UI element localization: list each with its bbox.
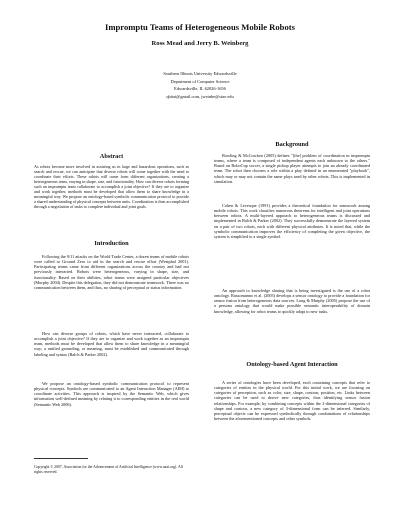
introduction-heading: Introduction — [94, 240, 129, 247]
background-paragraph: Cohen & Levesque (1991) provides a theoretical foundation for teamwork among mobile robots. This work classifies numerous theorems for intelligent and joint operations between robots. A multi-layered approach to heterogeneous teams is discussed and implemented in Balch & Parker (2002). They successfully demonstrate the layered system on a pair of two robots, each with different physical attributes. It is noted that, while the symbolic communication improves the efficiency of completing the given objective, the system is simplified to a single symbol. — [214, 203, 370, 239]
background-paragraph: An approach to knowledge sharing that is being investigated is the use of a robot ontology. Russomanno et al. (2005) develops a sensor ontology to provide a foundation for sensor fusion from heterogeneous data sources. Long & Murphy (2005) propose the use of a persona ontology that would make possible semantic interoperability of domain knowledge, allowing for robot teams to quickly adapt to new tasks. — [214, 288, 370, 314]
introduction-paragraph: How can diverse groups of robots, which have never interacted, collaborate to accomplish a joint objective? If they are to organize and work together as an impromptu team, methods must be developed that allow them to share knowledge in a meaningful way; a unified grounding, or meaning, must be established and communicated through labeling and syntax (Balch & Parker 2002). — [34, 331, 189, 357]
paper-title: Impromptu Teams of Heterogeneous Mobile Robots — [105, 22, 295, 32]
ontology-heading: Ontology-based Agent Interaction — [246, 361, 338, 368]
ontology-paragraph: A series of ontologies have been developed, each containing concepts that refer to categories of entities in the physical world. For this initial work, we are focusing on categories of perception, such as color, size, shape, contour, position, etc. Links between categories can be used to derive new categories, thus identifying sensor fusion relationships. For example, by combining concepts within the 2-dimensional categories of shape and contour, a new category of 3-dimensional form can be inferred. Similarly, perceptual objects can be expressed symbolically through combinations of relationships between the aforementioned concepts and other symbols. — [214, 380, 370, 422]
affiliation-department: Department of Computer Science — [170, 78, 230, 84]
footnote-rule — [34, 458, 88, 459]
abstract-text: As robots become more involved in assisting us in large and hazardous operations, such as search and rescue, we can anticipate that diverse robots will come together with the need to coordinate their efforts. These robots will come from different organizations, creating a heterogeneous team, varying in shape, size, and functionality. How can diverse robots forming such an impromptu team collaborate to accomplish a joint objective? If they are to organize and work together, methods must be developed that allow them to share knowledge in a meaningful way. We propose an ontology-based symbolic communication protocol to provide a shared understanding of physical concepts between units. Coordination is then accomplished through a negotiation of tasks to complete individual and joint goals. — [34, 164, 189, 209]
affiliation-location: Edwardsville, IL 62026-1656 — [174, 86, 226, 92]
affiliation-block — [0, 70, 400, 100]
paper-authors: Ross Mead and Jerry B. Weinberg — [151, 40, 249, 47]
introduction-paragraph: We propose an ontology-based symbolic communication protocol to represent physical concepts. Symbols are communicated to an Agent Interaction Manager (AIM) to coordinate activities. This approach is inspired by the Semantic Web, which gives information well-defined meaning by relating it to corresponding entities in the real world (Semantic Web 2006). — [34, 381, 189, 407]
abstract-heading: Abstract — [99, 153, 124, 160]
background-paragraph: Bowling & McCracken (2005) defines "[the] problem of coordination in impromptu teams, where a team is composed of independent agents each unknown to the others." Based on RoboCup soccer, a single pickup player attempts to join an already coordinated team. The robot then chooses a role within a play defined in an enumerated "playbook", which may or may not contain the same plays used by other robots. This is implemented in simulation. — [214, 153, 370, 184]
affiliation-emails: qbitai@gmail.com, jweinbe@siue.edu — [166, 93, 234, 99]
copyright-notice: Copyright © 2007, Association for the Advancement of Artificial Intelligence (www.aaai.org). All rights reserved. — [34, 465, 183, 474]
introduction-paragraph: Following the 9/11 attacks on the World Trade Center, a dozen teams of mobile robots were called to Ground Zero to aid in the search and rescue effort (Westphal 2001). Participating teams came from different organizations across the country and had not previously interacted. Robots were heterogeneous, varying in shape, size, and functionality. Based on their abilities, robot teams were assigned particular objectives (Murphy 2004). Despite this delegation, they did not demonstrate teamwork. There was no communication between them, and thus, no sharing of perceptual or status information. — [34, 254, 189, 290]
affiliation-university: Southern Illinois University Edwardsville — [163, 71, 237, 76]
background-heading: Background — [275, 141, 309, 148]
